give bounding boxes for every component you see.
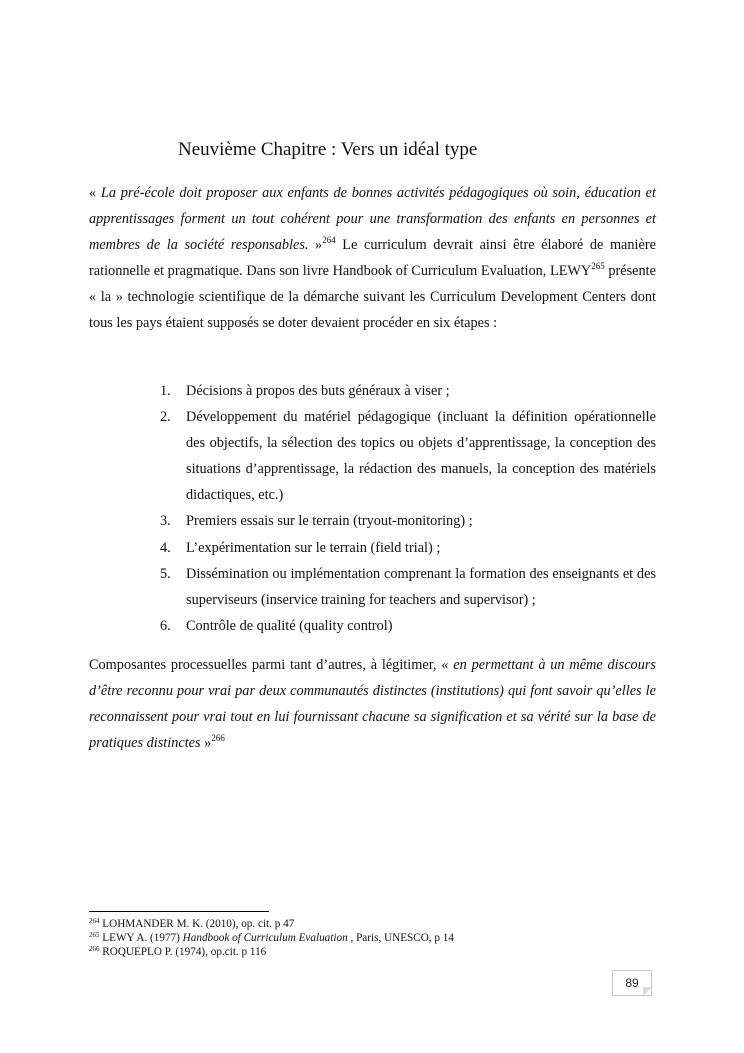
list-item-number: 5. bbox=[160, 565, 171, 582]
footnote-number: 266 bbox=[89, 945, 100, 954]
list-item-number: 4. bbox=[160, 539, 171, 556]
list-item bbox=[160, 561, 656, 613]
footnote-text: , Paris, UNESCO, p 14 bbox=[347, 932, 454, 945]
list-item-text: L’expérimentation sur le terrain (field trial) ; bbox=[186, 539, 441, 556]
paragraph-text: présente « la » technologie scientifique de la démarche suivant les Curriculum Development Centers dont tous les pays étaient supposés se doter devaient procéder en six étapes : bbox=[89, 263, 656, 332]
footnote-text: ROQUEPLO P. (1974), op.cit. p 116 bbox=[99, 946, 267, 959]
list-item-number: 1. bbox=[160, 383, 171, 399]
footnote-ref-265[interactable]: 265 bbox=[591, 261, 605, 272]
list-item bbox=[160, 378, 656, 404]
page-number: 89 bbox=[625, 976, 639, 990]
footnote-separator bbox=[89, 911, 269, 912]
list-item bbox=[160, 613, 656, 639]
list-item-text: Contrôle de qualité (quality control) bbox=[186, 617, 393, 634]
list-item-text: Décisions à propos des buts généraux à viser ; bbox=[186, 383, 450, 399]
footnotes bbox=[89, 917, 649, 960]
footnote-264 bbox=[89, 917, 649, 931]
list-item-number: 3. bbox=[160, 513, 171, 530]
footnote-text: LOHMANDER M. K. (2010), op. cit. p 47 bbox=[99, 918, 295, 930]
paragraph-text: Composantes processuelles parmi tant d’autres, à légitimer, bbox=[89, 657, 442, 673]
chapter-title: Neuvième Chapitre : Vers un idéal type bbox=[178, 139, 478, 160]
footnote-265 bbox=[89, 931, 649, 945]
list-item-number: 2. bbox=[160, 409, 171, 426]
list-item-text: Premiers essais sur le terrain (tryout-monitoring) ; bbox=[186, 513, 473, 530]
list-item-number: 6. bbox=[160, 617, 171, 634]
footnote-text: LEWY A. (1977) bbox=[99, 932, 183, 945]
list-item-text: Dissémination ou implémentation comprenant la formation des enseignants et des superviseurs (inservice training for teachers and supervisor) ; bbox=[186, 565, 656, 608]
footnote-number: 265 bbox=[89, 931, 100, 940]
footnote-number: 264 bbox=[89, 917, 100, 925]
page-number-box bbox=[612, 970, 652, 996]
list-item bbox=[160, 535, 656, 561]
quote-close: » bbox=[200, 735, 212, 752]
footnote-ref-266[interactable]: 266 bbox=[211, 733, 225, 744]
quote-open: « bbox=[89, 185, 101, 201]
quote-close: » bbox=[308, 237, 323, 254]
footnote-266 bbox=[89, 945, 649, 959]
footnote-ref-264[interactable]: 264 bbox=[322, 235, 336, 246]
footnote-book-title: Handbook of Curriculum Evaluation bbox=[182, 932, 348, 945]
quote-text: La pré-école doit proposer aux enfants de bonnes activités pédagogiques où soin, éducation et apprentissages forment un tout cohérent pour une transformation des enfants en personnes et membres de la société responsables. bbox=[89, 185, 656, 254]
quote-open: « bbox=[441, 657, 454, 673]
quote-text: en permettant à un même discours d’être reconnu pour vrai par deux communautés distinctes (institutions) qui font savoir qu’elles le reconnaissent pour vrai tout en lui fournissant chacune sa signification et sa vérité sur la base de pratiques distinctes bbox=[89, 657, 656, 752]
list-item-text: Développement du matériel pédagogique (incluant la définition opérationnelle des objectifs, la sélection des topics ou objets d’apprentissage, la conception des situations d’apprentissage, la rédaction des manuels, la conception des matériels didactiques, etc.) bbox=[186, 409, 656, 504]
steps-list bbox=[160, 378, 656, 639]
paragraph-intro bbox=[89, 180, 656, 337]
paragraph-text: Le curriculum devrait ainsi être élaboré de manière rationnelle et pragmatique. Dans son livre Handbook of Curriculum Evaluation, LEWY bbox=[89, 237, 656, 280]
list-item bbox=[160, 508, 656, 534]
paragraph-conclusion bbox=[89, 652, 656, 756]
list-item bbox=[160, 404, 656, 508]
